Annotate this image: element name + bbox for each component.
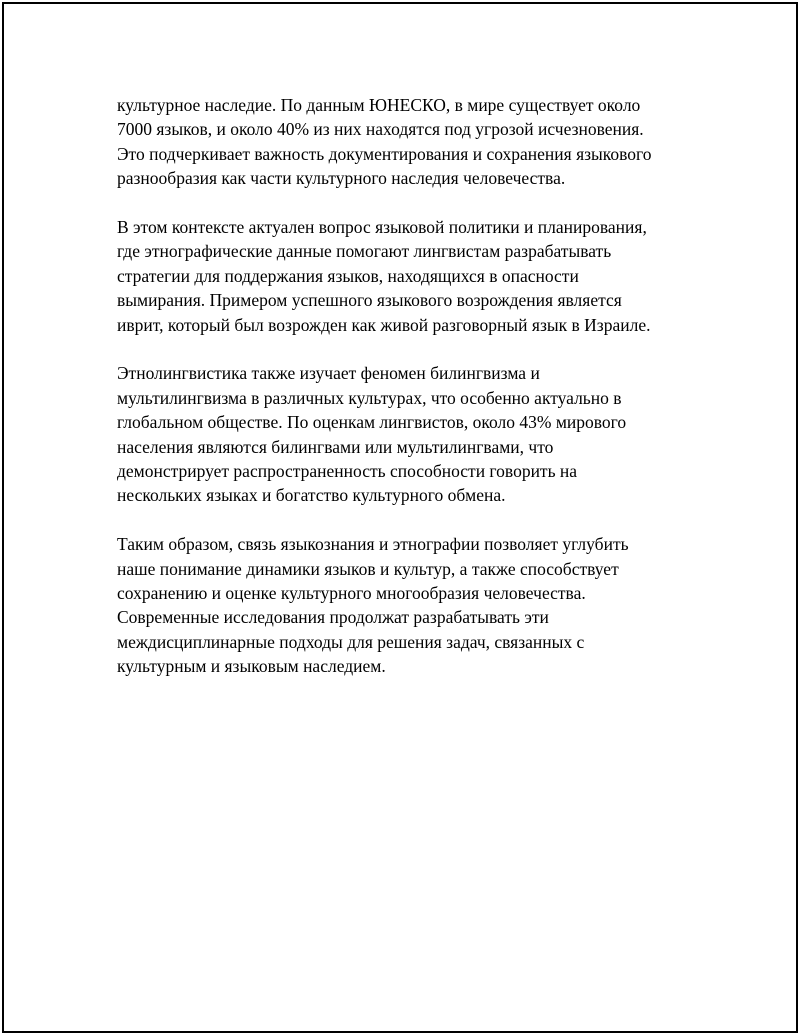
paragraph-1 bbox=[117, 93, 717, 191]
text-line: где этнографические данные помогают лингвистам разрабатывать bbox=[117, 241, 612, 262]
paragraph-3 bbox=[117, 361, 717, 507]
paragraph-2 bbox=[117, 215, 717, 337]
text-line: мультилингвизма в различных культурах, что особенно актуально в bbox=[117, 387, 622, 408]
text-line: глобальном обществе. По оценкам лингвистов, около 43% мирового bbox=[117, 412, 627, 433]
text-line: стратегии для поддержания языков, находящихся в опасности bbox=[117, 265, 579, 286]
text-line: культурное наследие. По данным ЮНЕСКО, в мире существует около bbox=[117, 95, 641, 115]
text-line: разнообразия как части культурного наследия человечества. bbox=[117, 168, 566, 189]
text-line: нескольких языках и богатство культурного обмена. bbox=[117, 485, 506, 506]
text-line: междисциплинарные подходы для решения задач, связанных с bbox=[117, 631, 585, 652]
document-body bbox=[117, 93, 717, 703]
text-line: культурным и языковым наследием. bbox=[117, 656, 386, 677]
text-line: демонстрирует распространенность способности говорить на bbox=[117, 461, 578, 482]
text-line: В этом контексте актуален вопрос языковой политики и планирования, bbox=[117, 217, 647, 238]
text-line: Этнолингвистика также изучает феномен билингвизма и bbox=[117, 363, 540, 384]
text-line: населения являются билингвами или мультилингвами, что bbox=[117, 436, 554, 457]
text-line: наше понимание динамики языков и культур, а также способствует bbox=[117, 558, 619, 579]
text-line: 7000 языков, и около 40% из них находятся под угрозой исчезновения. bbox=[117, 119, 644, 140]
text-line: сохранению и оценке культурного многообразия человечества. bbox=[117, 583, 586, 604]
text-line: вымирания. Примером успешного языкового возрождения является bbox=[117, 290, 622, 311]
text-line: иврит, который был возрожден как живой разговорный язык в Израиле. bbox=[117, 314, 651, 335]
text-line: Современные исследования продолжат разрабатывать эти bbox=[117, 607, 549, 628]
text-line: Это подчеркивает важность документирования и сохранения языкового bbox=[117, 143, 652, 164]
paragraph-4 bbox=[117, 532, 717, 678]
text-line: Таким образом, связь языкознания и этнографии позволяет углубить bbox=[117, 534, 629, 555]
